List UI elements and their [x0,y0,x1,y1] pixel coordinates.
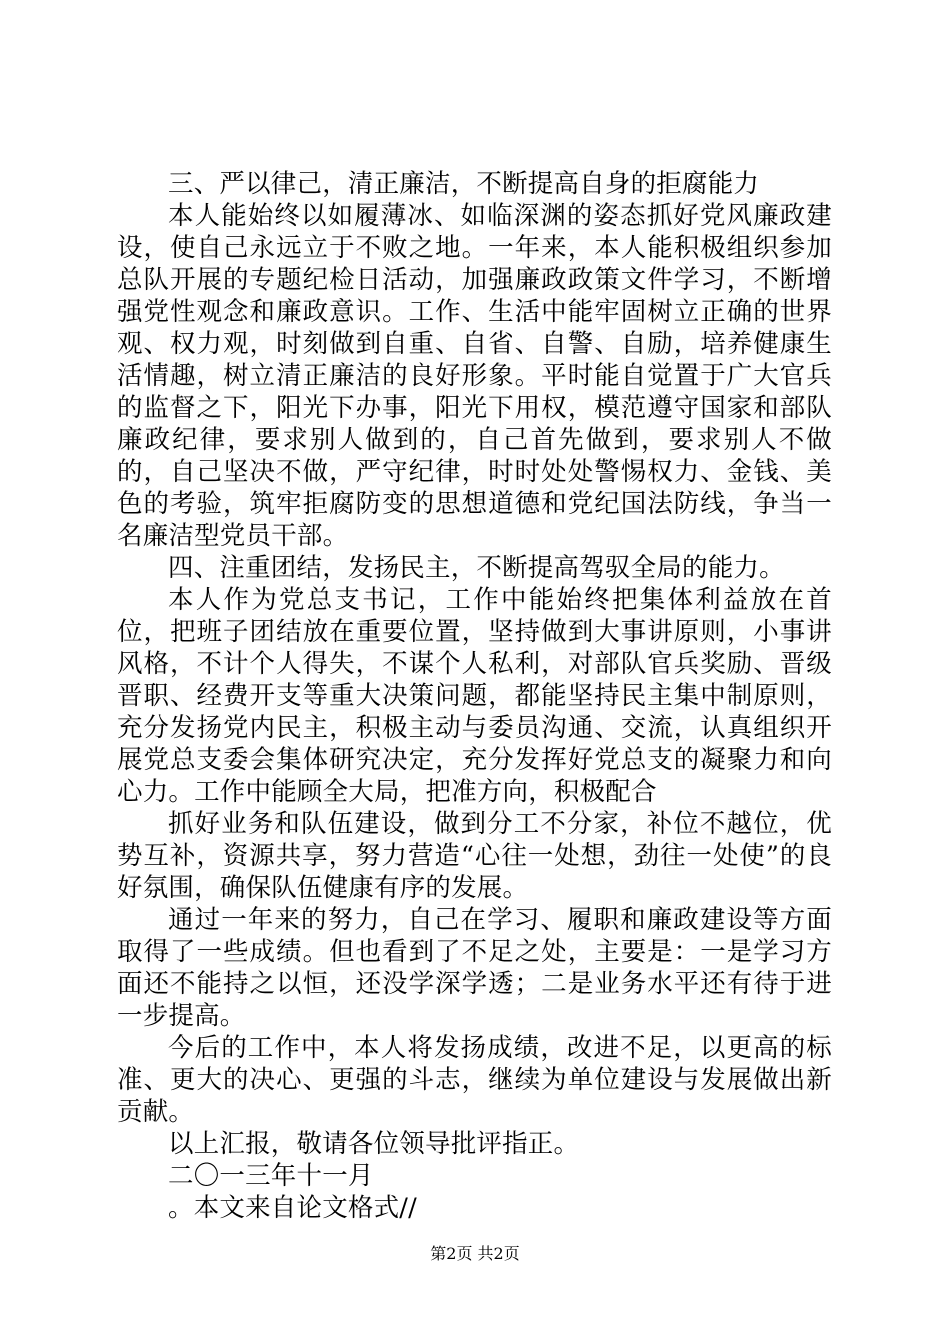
paragraph-integrity: 本人能始终以如履薄冰、如临深渊的姿态抓好党风廉政建设，使自己永远立于不败之地。一年来，本人能积极组织参加总队开展的专题纪检日活动，加强廉政政策文件学习，不断增强党性观念和廉政意识。工作、生活中能牢固树立正确的世界观、权力观，时刻做到自重、自省、自警、自励，培养健康生活情趣，树立清正廉洁的良好形象。平时能自觉置于广大官兵的监督之下，阳光下办事，阳光下用权，模范遵守国家和部队廉政纪律，要求别人做到的，自己首先做到，要求别人不做的，自己坚决不做，严守纪律，时时处处警惕权力、金钱、美色的考验，筑牢拒腐防变的思想道德和党纪国法防线，争当一名廉洁型党员干部。 [117,201,832,551]
paragraph-future-work: 今后的工作中，本人将发扬成绩，改进不足，以更高的标准、更大的决心、更强的斗志，继续为单位建设与发展做出新贡献。 [117,1033,832,1127]
page-number-footer: 第2页 共2页 [430,1244,520,1263]
paragraph-shortcomings: 通过一年来的努力，自己在学习、履职和廉政建设等方面取得了一些成绩。但也看到了不足之处，主要是：一是学习方面还不能持之以恒，还没学深学透；二是业务水平还有待于进一步提高。 [117,905,832,1031]
paragraph-team-building: 抓好业务和队伍建设，做到分工不分家，补位不越位，优势互补，资源共享，努力营造“心往一处想，劲往一处使”的良好氛围，确保队伍健康有序的发展。 [117,809,832,903]
paragraph-unity: 本人作为党总支书记，工作中能始终把集体利益放在首位，把班子团结放在重要位置，坚持做到大事讲原则，小事讲风格，不计个人得失，不谋个人私利，对部队官兵奖励、晋级晋职、经费开支等重大决策问题，都能坚持民主集中制原则，充分发扬党内民主，积极主动与委员沟通、交流，认真组织开展党总支委会集体研究决定，充分发挥好党总支的凝聚力和向心力。工作中能顾全大局，把准方向，积极配合 [117,585,832,807]
section-heading-3: 三、严以律己，清正廉洁，不断提高自身的拒腐能力 [168,169,760,199]
document-date: 二〇一三年十一月 [168,1161,374,1191]
closing-remark: 以上汇报，敬请各位领导批评指正。 [168,1129,580,1159]
section-heading-4: 四、注重团结，发扬民主，不断提高驾驭全局的能力。 [168,553,785,583]
document-body [117,168,832,1224]
source-note: 。本文来自论文格式// [168,1193,417,1223]
